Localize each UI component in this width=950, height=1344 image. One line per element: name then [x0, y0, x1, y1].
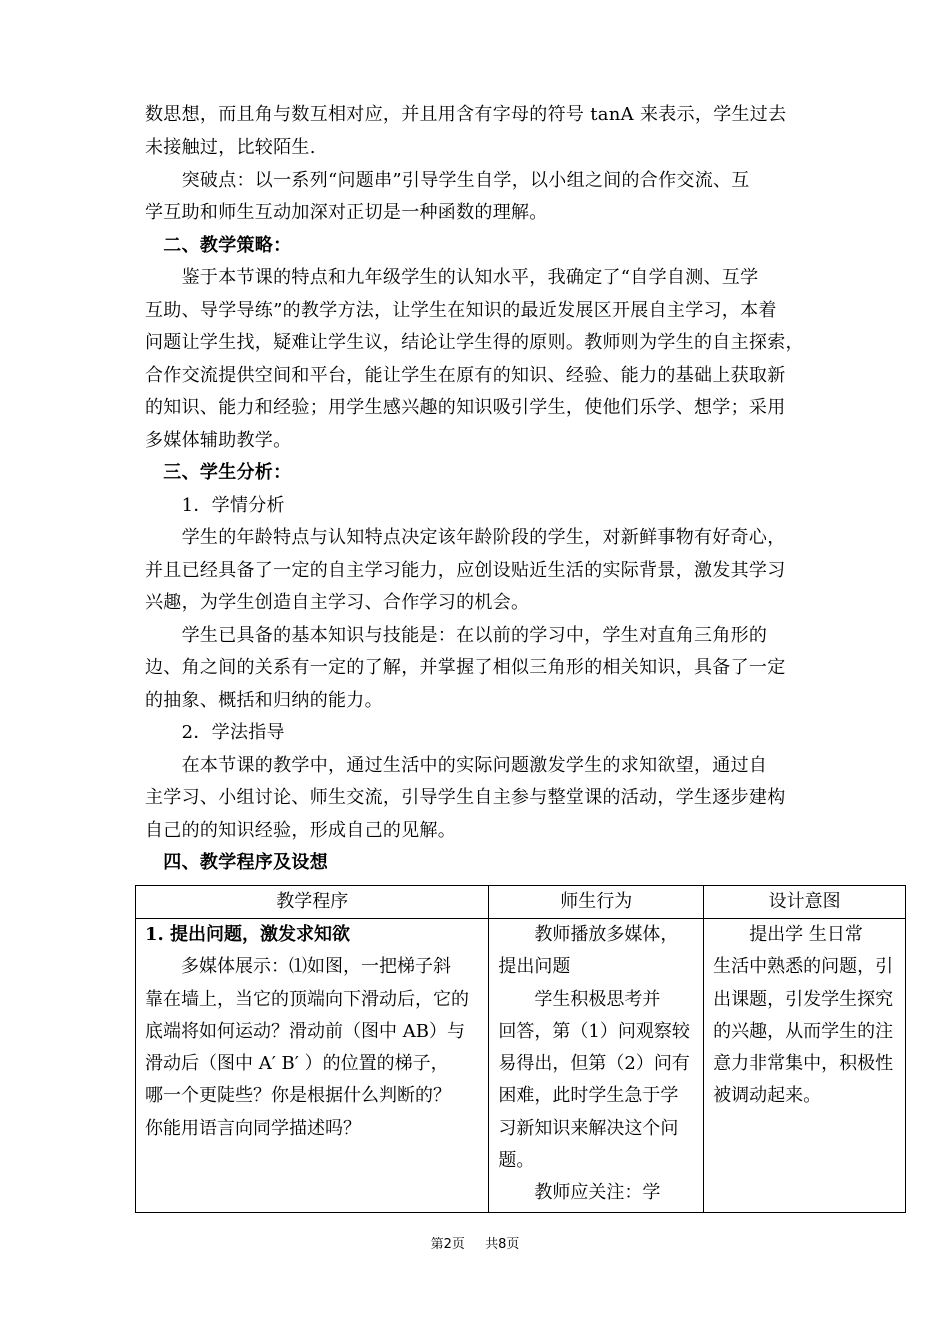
section-heading: 二、教学策略： — [145, 235, 292, 256]
cell-text-line: 的兴趣，从而学生的注 — [713, 1020, 894, 1042]
cell-text-line: 你能用语言向同学描述吗？ — [145, 1117, 361, 1139]
text-line: 并且已经具备了一定的自主学习能力，应创设贴近生活的实际背景，激发其学习 — [145, 560, 786, 581]
section-heading: 四、教学程序及设想 — [145, 852, 328, 873]
page-footer — [0, 1233, 950, 1252]
subsection-heading: 1．学情分析 — [145, 495, 285, 516]
text-line: 合作交流提供空间和平台，能让学生在原有的知识、经验、能力的基础上获取新 — [145, 365, 786, 386]
text-line: 在本节课的教学中，通过生活中的实际问题激发学生的求知欲望，通过自 — [145, 755, 768, 776]
text-line: 未接触过，比较陌生. — [145, 137, 316, 158]
cell-text-line: 生活中熟悉的问题，引 — [713, 956, 894, 978]
cell-text-line: 靠在墙上，当它的顶端向下滑动后，它的 — [145, 988, 469, 1010]
cell-text-line: 滑动后（图中 A′ B′ ）的位置的梯子， — [145, 1053, 449, 1075]
text-line: 的知识、能力和经验；用学生感兴趣的知识吸引学生，使他们乐学、想学；采用 — [145, 397, 786, 418]
subsection-heading: 2．学法指导 — [145, 722, 285, 743]
cell-text-line: 提出学 生日常 — [713, 924, 863, 945]
cell-text-line: 提出问题 — [498, 956, 571, 978]
cell-text-line: 困难，此时学生急于学 — [498, 1085, 679, 1107]
cell-text-line: 习新知识来解决这个问 — [498, 1117, 679, 1139]
cell-text-line: 易得出，但第（2）问有 — [498, 1053, 690, 1075]
text-line: 学生的年龄特点与认知特点决定该年龄阶段的学生，对新鲜事物有好奇心， — [145, 527, 786, 548]
text-line: 突破点：以一系列“问题串”引导学生自学，以小组之间的合作交流、互 — [145, 170, 750, 191]
intent-cell — [704, 919, 906, 1213]
column-header-intent: 设计意图 — [704, 886, 906, 919]
cell-text-line: 教师播放多媒体， — [498, 924, 679, 945]
cell-text-line: 出课题，引发学生探究 — [713, 988, 894, 1010]
cell-text-line: 多媒体展示：⑴如图，一把梯子斜 — [145, 956, 451, 978]
cell-text-line: 哪一个更陡些？你是根据什么判断的？ — [145, 1085, 451, 1107]
step-heading: 1. 提出问题，激发求知欲 — [145, 924, 351, 945]
text-line: 边、角之间的关系有一定的了解，并掌握了相似三角形的相关知识，具备了一定 — [145, 657, 786, 678]
text-line: 数思想，而且角与数互相对应，并且用含有字母的符号 tanA 来表示，学生过去 — [145, 104, 787, 125]
cell-text-line: 题。 — [498, 1150, 535, 1172]
page-number: 第2页 — [430, 1237, 465, 1252]
table-header-row — [136, 886, 906, 919]
text-line: 的抽象、概括和归纳的能力。 — [145, 690, 383, 711]
teaching-procedure-table — [135, 885, 906, 1213]
section-heading: 三、学生分析： — [145, 462, 292, 483]
cell-text-line: 学生积极思考并 — [498, 988, 661, 1010]
text-line: 自己的的知识经验，形成自己的见解。 — [145, 820, 457, 841]
procedure-cell — [136, 919, 489, 1213]
table-row — [136, 919, 906, 1213]
text-line: 主学习、小组讨论、师生交流，引导学生自主参与整堂课的活动，学生逐步建构 — [145, 787, 786, 808]
text-line: 多媒体辅助教学。 — [145, 430, 292, 451]
behavior-cell — [489, 919, 704, 1213]
page-total: 共8页 — [485, 1237, 520, 1252]
column-header-behavior: 师生行为 — [489, 886, 704, 919]
cell-text-line: 回答，第（1）问观察较 — [498, 1020, 690, 1042]
text-line: 互助、导学导练”的教学方法，让学生在知识的最近发展区开展自主学习，本着 — [145, 300, 777, 321]
cell-text-line: 底端将如何运动？滑动前（图中 AB）与 — [145, 1020, 465, 1042]
text-line: 鉴于本节课的特点和九年级学生的认知水平，我确定了“自学自测、互学 — [145, 267, 759, 288]
text-line: 学生已具备的基本知识与技能是：在以前的学习中，学生对直角三角形的 — [145, 625, 768, 646]
cell-text-line: 教师应关注：学 — [498, 1182, 661, 1204]
column-header-procedure: 教学程序 — [136, 886, 489, 919]
text-line: 兴趣，为学生创造自主学习、合作学习的机会。 — [145, 592, 530, 613]
text-line: 学互助和师生互动加深对正切是一种函数的理解。 — [145, 202, 548, 223]
text-line: 问题让学生找，疑难让学生议，结论让学生得的原则。教师则为学生的自主探索， — [145, 332, 804, 353]
cell-text-line: 被调动起来。 — [713, 1085, 822, 1107]
cell-text-line: 意力非常集中，积极性 — [713, 1053, 894, 1075]
